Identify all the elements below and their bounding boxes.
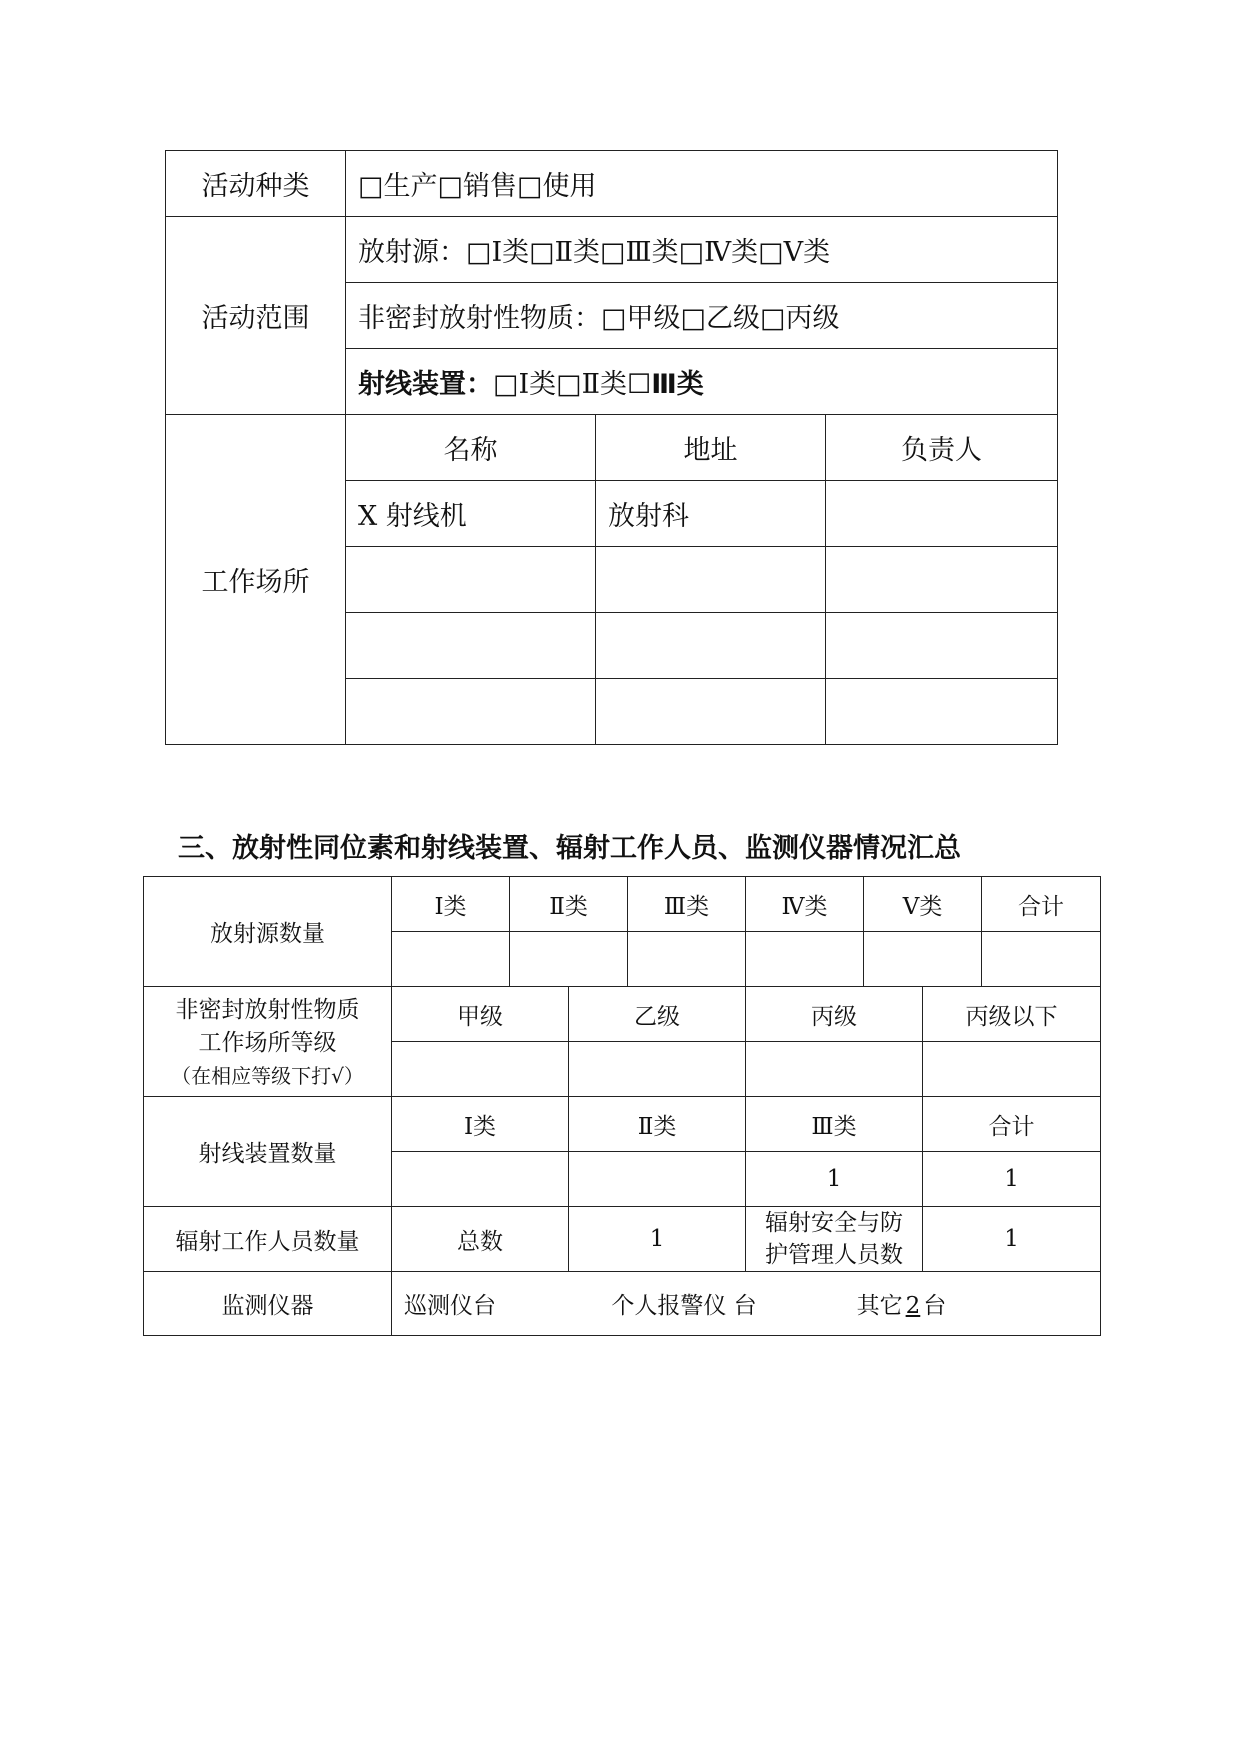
staff-total-value: 1 <box>569 1207 746 1272</box>
source-count-label: 放射源数量 <box>144 877 392 987</box>
unsealed-grade-label <box>144 987 392 1097</box>
grade-header-c: 丙级 <box>746 987 923 1042</box>
activity-scope-label: 活动范围 <box>166 217 346 415</box>
workplace-cell-name <box>346 613 596 679</box>
source-value-total <box>982 932 1101 987</box>
ray-device-label: 射线装置： <box>358 369 493 400</box>
other-instrument-prefix: 其它 <box>856 1293 903 1319</box>
unsealed-grade-label-line1: 非密封放射性物质 <box>175 997 360 1023</box>
ray-device-row <box>346 349 1058 415</box>
safety-manager-value: 1 <box>923 1207 1101 1272</box>
other-instrument-count: 2 <box>905 1293 921 1319</box>
device-header-class2: Ⅱ类 <box>569 1097 746 1152</box>
activity-table <box>165 150 1058 745</box>
workplace-cell-manager <box>826 481 1058 547</box>
source-header-class2: Ⅱ类 <box>510 877 628 932</box>
device-header-class3: Ⅲ类 <box>746 1097 923 1152</box>
patrol-instrument: 巡测仪台 <box>404 1293 496 1319</box>
grade-value-a <box>392 1042 569 1097</box>
source-header-total: 合计 <box>982 877 1101 932</box>
workplace-cell-address <box>596 679 826 745</box>
device-header-total: 合计 <box>923 1097 1101 1152</box>
unsealed-grade-label-line2: 工作场所等级 <box>198 1030 337 1056</box>
workplace-cell-manager <box>826 679 1058 745</box>
activity-type-label: 活动种类 <box>166 151 346 217</box>
workplace-header-name: 名称 <box>346 415 596 481</box>
workplace-label: 工作场所 <box>166 415 346 745</box>
grade-value-c <box>746 1042 923 1097</box>
source-header-class5: Ⅴ类 <box>864 877 982 932</box>
unsealed-material-options: 非密封放射性物质：□甲级□乙级□丙级 <box>346 283 1058 349</box>
workplace-cell-address <box>596 547 826 613</box>
safety-manager-label <box>746 1207 923 1272</box>
workplace-cell-manager <box>826 613 1058 679</box>
source-header-class3: Ⅲ类 <box>628 877 746 932</box>
grade-value-b <box>569 1042 746 1097</box>
ray-device-options: □Ⅰ类□Ⅱ类 <box>493 369 628 400</box>
staff-total-label: 总数 <box>392 1207 569 1272</box>
source-value-class4 <box>746 932 864 987</box>
grade-header-b: 乙级 <box>569 987 746 1042</box>
device-value-total: 1 <box>923 1152 1101 1207</box>
workplace-cell-manager <box>826 547 1058 613</box>
workplace-cell-address: 放射科 <box>596 481 826 547</box>
unsealed-grade-note: （在相应等级下打√） <box>171 1064 364 1088</box>
source-value-class5 <box>864 932 982 987</box>
source-value-class2 <box>510 932 628 987</box>
radioactive-source-options: 放射源：□Ⅰ类□Ⅱ类□Ⅲ类□Ⅳ类□Ⅴ类 <box>346 217 1058 283</box>
workplace-cell-address <box>596 613 826 679</box>
workplace-header-manager: 负责人 <box>826 415 1058 481</box>
workplace-cell-name <box>346 547 596 613</box>
source-value-class1 <box>392 932 510 987</box>
source-header-class4: Ⅳ类 <box>746 877 864 932</box>
grade-value-below-c <box>923 1042 1101 1097</box>
summary-table <box>143 876 1101 1336</box>
grade-header-below-c: 丙级以下 <box>923 987 1101 1042</box>
other-instrument <box>857 1287 947 1320</box>
staff-count-label: 辐射工作人员数量 <box>144 1207 392 1272</box>
activity-type-options: □生产□销售□使用 <box>346 151 1058 217</box>
safety-manager-label-line2: 护管理人员数 <box>765 1242 904 1268</box>
source-header-class1: Ⅰ类 <box>392 877 510 932</box>
ray-device-checked-option: ☐Ⅲ类 <box>627 369 704 400</box>
safety-manager-label-line1: 辐射安全与防 <box>765 1210 904 1236</box>
source-value-class3 <box>628 932 746 987</box>
workplace-header-address: 地址 <box>596 415 826 481</box>
grade-header-a: 甲级 <box>392 987 569 1042</box>
monitoring-label: 监测仪器 <box>144 1272 392 1336</box>
personal-alarm-instrument: 个人报警仪 台 <box>611 1293 757 1319</box>
device-value-class1 <box>392 1152 569 1207</box>
device-header-class1: Ⅰ类 <box>392 1097 569 1152</box>
other-instrument-suffix: 台 <box>923 1293 947 1319</box>
device-value-class2 <box>569 1152 746 1207</box>
monitoring-details <box>392 1272 1101 1336</box>
device-count-label: 射线装置数量 <box>144 1097 392 1207</box>
section-title: 三、放射性同位素和射线装置、辐射工作人员、监测仪器情况汇总 <box>178 833 961 864</box>
workplace-cell-name <box>346 679 596 745</box>
device-value-class3: 1 <box>746 1152 923 1207</box>
workplace-cell-name: X 射线机 <box>346 481 596 547</box>
